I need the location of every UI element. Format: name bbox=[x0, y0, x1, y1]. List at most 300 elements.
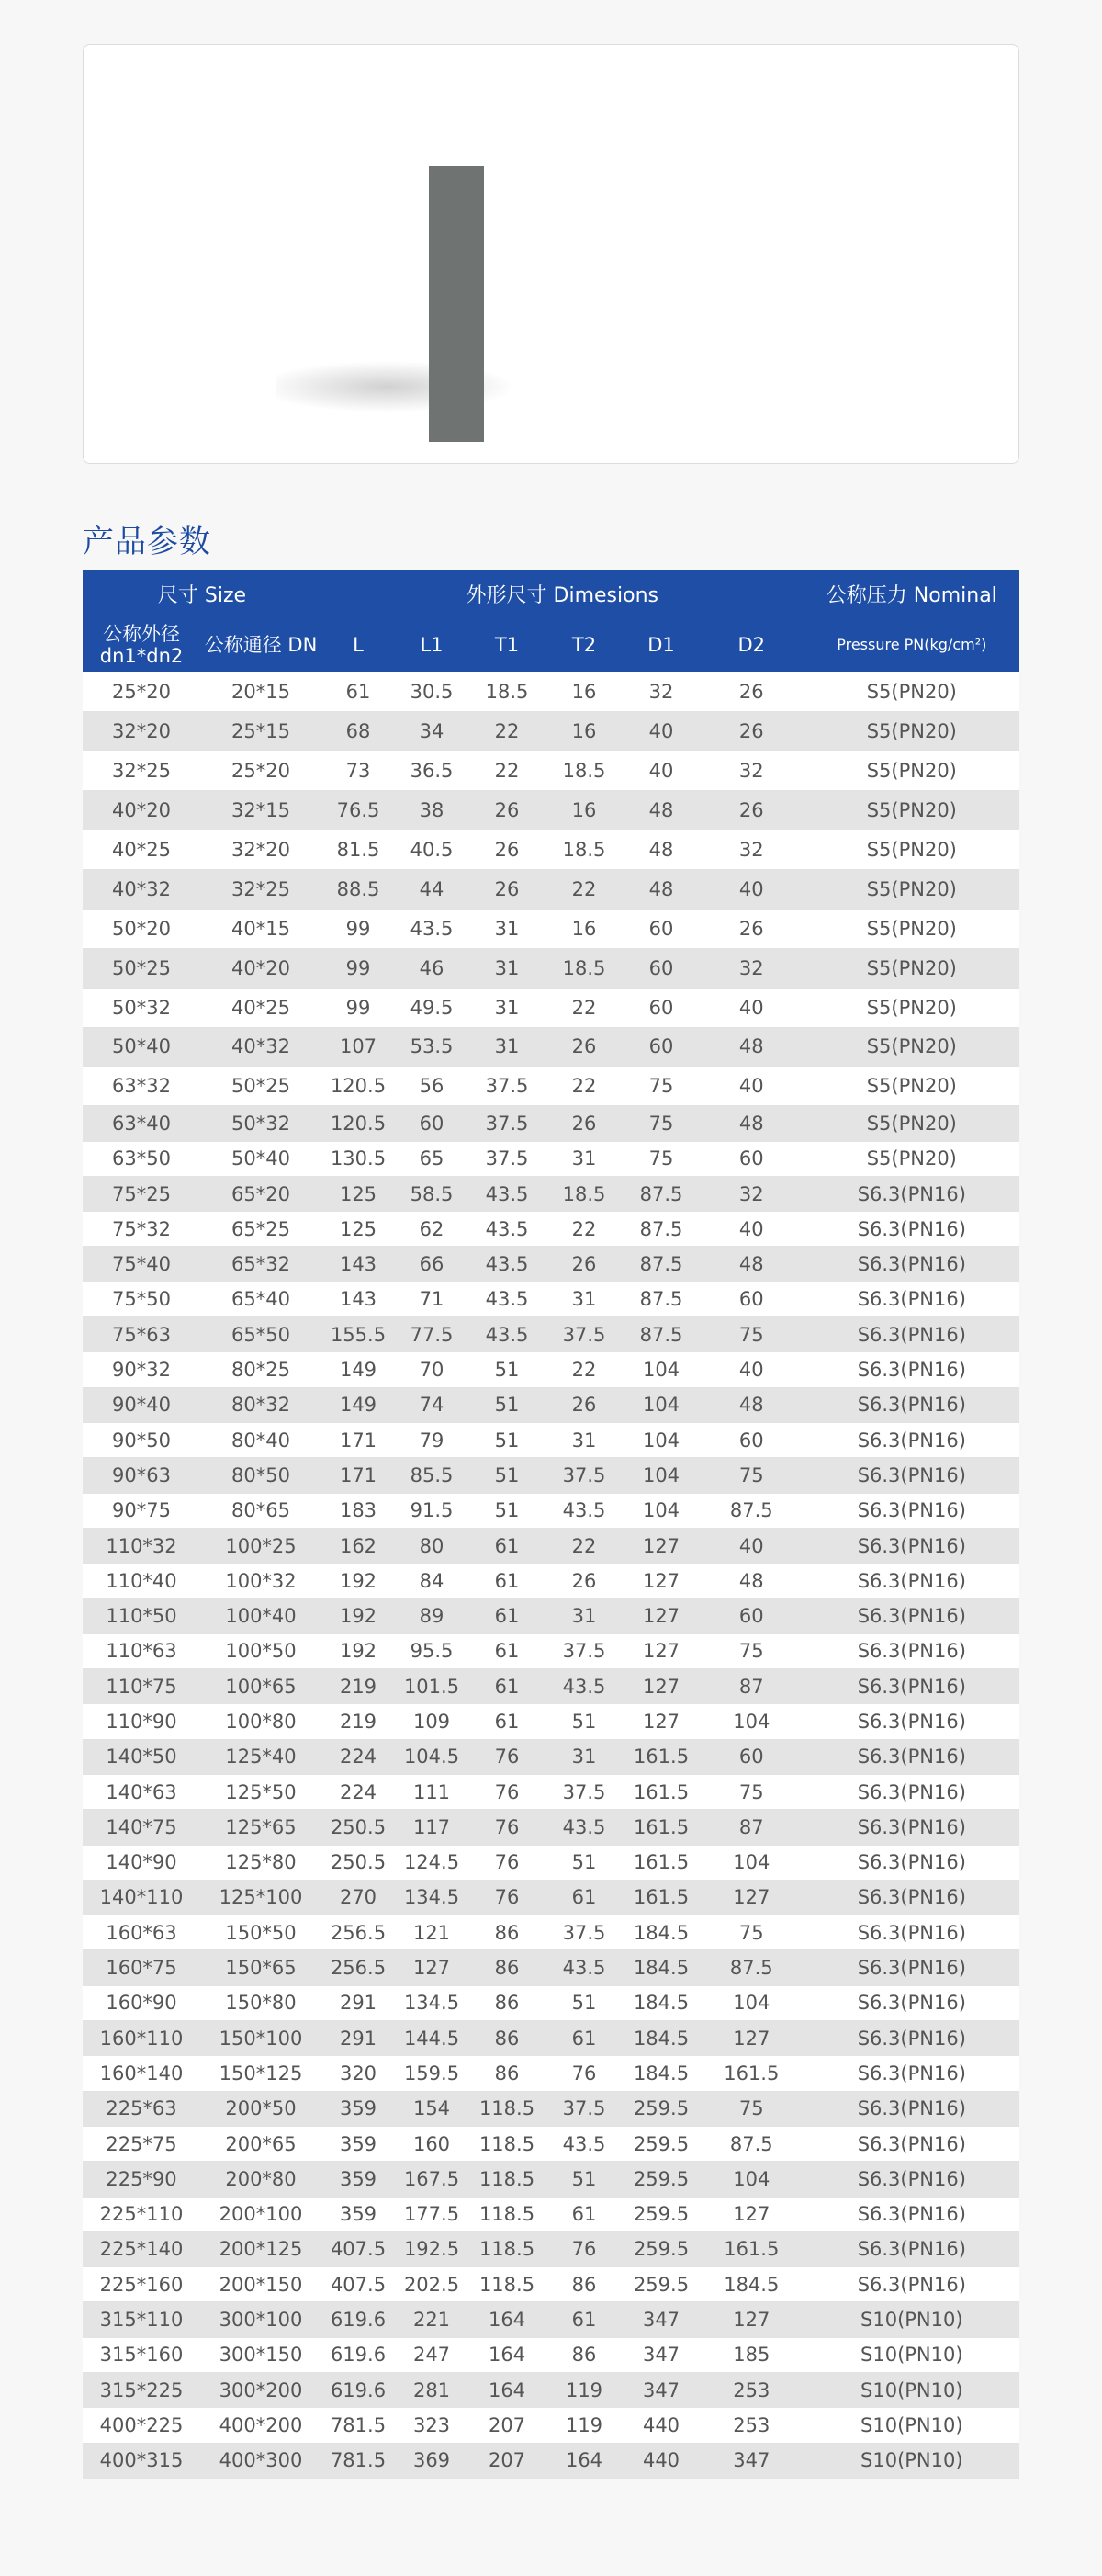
table-row bbox=[83, 1845, 1019, 1880]
d2-cell: 75 bbox=[700, 1458, 804, 1493]
t1-cell: 76 bbox=[468, 1845, 545, 1880]
d2-cell: 87 bbox=[700, 1810, 804, 1845]
d2-cell: 48 bbox=[700, 1027, 804, 1067]
l1-cell: 53.5 bbox=[395, 1027, 468, 1067]
l1-cell: 71 bbox=[395, 1282, 468, 1316]
t2-cell: 61 bbox=[545, 2302, 623, 2337]
outer-diameter-cell: 140*90 bbox=[83, 1845, 200, 1880]
table-row bbox=[83, 1212, 1019, 1247]
table-row bbox=[83, 1915, 1019, 1950]
nominal-bore-cell: 40*25 bbox=[200, 988, 321, 1027]
d2-cell: 32 bbox=[700, 751, 804, 791]
t2-cell: 86 bbox=[545, 2267, 623, 2302]
pressure-cell: S10(PN10) bbox=[804, 2443, 1019, 2478]
nominal-bore-cell: 200*65 bbox=[200, 2126, 321, 2161]
l-cell: 619.6 bbox=[321, 2302, 395, 2337]
outer-diameter-cell: 140*50 bbox=[83, 1739, 200, 1774]
pressure-cell: S6.3(PN16) bbox=[804, 1247, 1019, 1282]
nominal-bore-cell: 32*15 bbox=[200, 791, 321, 830]
table-row bbox=[83, 1633, 1019, 1668]
t1-cell: 43.5 bbox=[468, 1212, 545, 1247]
pressure-cell: S5(PN20) bbox=[804, 1141, 1019, 1176]
table-row bbox=[83, 2302, 1019, 2337]
table-row bbox=[83, 1458, 1019, 1493]
d2-cell: 60 bbox=[700, 1141, 804, 1176]
t2-cell: 61 bbox=[545, 2197, 623, 2231]
d2-cell: 40 bbox=[700, 1067, 804, 1106]
t1-cell: 164 bbox=[468, 2302, 545, 2337]
product-parameter-table bbox=[83, 570, 1019, 2479]
table-row bbox=[83, 2267, 1019, 2302]
pressure-cell: S5(PN20) bbox=[804, 1027, 1019, 1067]
l-cell: 224 bbox=[321, 1739, 395, 1774]
t1-cell: 31 bbox=[468, 948, 545, 988]
d2-cell: 127 bbox=[700, 2302, 804, 2337]
t1-cell: 51 bbox=[468, 1352, 545, 1387]
nominal-bore-cell: 50*32 bbox=[200, 1106, 321, 1141]
d1-cell: 259.5 bbox=[623, 2091, 700, 2126]
l1-cell: 109 bbox=[395, 1704, 468, 1739]
t1-cell: 61 bbox=[468, 1669, 545, 1704]
l1-cell: 74 bbox=[395, 1387, 468, 1422]
l-cell: 192 bbox=[321, 1633, 395, 1668]
pressure-cell: S5(PN20) bbox=[804, 909, 1019, 948]
l-cell: 619.6 bbox=[321, 2372, 395, 2407]
t1-cell: 86 bbox=[468, 1915, 545, 1950]
l-cell: 270 bbox=[321, 1880, 395, 1915]
table-row bbox=[83, 1027, 1019, 1067]
d2-cell: 184.5 bbox=[700, 2267, 804, 2302]
l-cell: 120.5 bbox=[321, 1106, 395, 1141]
d1-cell: 87.5 bbox=[623, 1212, 700, 1247]
pressure-cell: S6.3(PN16) bbox=[804, 1669, 1019, 1704]
outer-diameter-cell: 50*20 bbox=[83, 909, 200, 948]
t2-cell: 37.5 bbox=[545, 1317, 623, 1352]
outer-diameter-cell: 90*63 bbox=[83, 1458, 200, 1493]
outer-diameter-cell: 315*225 bbox=[83, 2372, 200, 2407]
d1-cell: 127 bbox=[623, 1669, 700, 1704]
outer-diameter-cell: 110*50 bbox=[83, 1599, 200, 1633]
d1-cell: 161.5 bbox=[623, 1774, 700, 1809]
l-header: L bbox=[321, 617, 395, 672]
nominal-bore-cell: 80*65 bbox=[200, 1493, 321, 1528]
t2-cell: 43.5 bbox=[545, 1810, 623, 1845]
l-cell: 120.5 bbox=[321, 1067, 395, 1106]
nominal-bore-cell: 100*25 bbox=[200, 1528, 321, 1563]
t2-cell: 26 bbox=[545, 1387, 623, 1422]
nominal-bore-cell: 65*20 bbox=[200, 1176, 321, 1211]
outer-diameter-cell: 40*25 bbox=[83, 830, 200, 870]
nominal-bore-cell: 200*150 bbox=[200, 2267, 321, 2302]
l-cell: 125 bbox=[321, 1176, 395, 1211]
t2-cell: 37.5 bbox=[545, 1915, 623, 1950]
l1-cell: 177.5 bbox=[395, 2197, 468, 2231]
t2-cell: 22 bbox=[545, 869, 623, 909]
pressure-cell: S5(PN20) bbox=[804, 751, 1019, 791]
t1-cell: 51 bbox=[468, 1493, 545, 1528]
t1-cell: 207 bbox=[468, 2443, 545, 2478]
l-cell: 320 bbox=[321, 2056, 395, 2091]
t1-cell: 26 bbox=[468, 869, 545, 909]
outer-diameter-cell: 110*90 bbox=[83, 1704, 200, 1739]
nominal-bore-cell: 125*80 bbox=[200, 1845, 321, 1880]
l1-cell: 247 bbox=[395, 2337, 468, 2372]
outer-diameter-cell: 63*32 bbox=[83, 1067, 200, 1106]
l-cell: 359 bbox=[321, 2126, 395, 2161]
t1-cell: 43.5 bbox=[468, 1317, 545, 1352]
d2-cell: 32 bbox=[700, 1176, 804, 1211]
outer-diameter-cell: 75*50 bbox=[83, 1282, 200, 1316]
l1-cell: 134.5 bbox=[395, 1985, 468, 2020]
l-cell: 291 bbox=[321, 1985, 395, 2020]
l-cell: 130.5 bbox=[321, 1141, 395, 1176]
outer-diameter-cell: 40*32 bbox=[83, 869, 200, 909]
d1-cell: 259.5 bbox=[623, 2162, 700, 2197]
t1-cell: 51 bbox=[468, 1422, 545, 1457]
t2-cell: 16 bbox=[545, 791, 623, 830]
pressure-cell: S6.3(PN16) bbox=[804, 1212, 1019, 1247]
l1-cell: 36.5 bbox=[395, 751, 468, 791]
table-row bbox=[83, 2443, 1019, 2478]
outer-diameter-cell: 140*110 bbox=[83, 1880, 200, 1915]
pressure-cell: S10(PN10) bbox=[804, 2302, 1019, 2337]
pressure-cell: S6.3(PN16) bbox=[804, 1950, 1019, 1985]
table-row bbox=[83, 712, 1019, 751]
table-row bbox=[83, 1564, 1019, 1599]
nominal-bore-header: 公称通径 DN bbox=[200, 617, 321, 672]
pressure-cell: S10(PN10) bbox=[804, 2337, 1019, 2372]
nominal-bore-cell: 100*32 bbox=[200, 1564, 321, 1599]
d1-cell: 161.5 bbox=[623, 1739, 700, 1774]
d1-cell: 440 bbox=[623, 2408, 700, 2443]
pressure-cell: S5(PN20) bbox=[804, 791, 1019, 830]
d1-cell: 184.5 bbox=[623, 1985, 700, 2020]
nominal-bore-cell: 50*40 bbox=[200, 1141, 321, 1176]
d1-cell: 127 bbox=[623, 1704, 700, 1739]
t1-cell: 51 bbox=[468, 1458, 545, 1493]
d2-cell: 161.5 bbox=[700, 2056, 804, 2091]
l-cell: 183 bbox=[321, 1493, 395, 1528]
t1-cell: 61 bbox=[468, 1528, 545, 1563]
d1-cell: 104 bbox=[623, 1387, 700, 1422]
l-cell: 250.5 bbox=[321, 1810, 395, 1845]
l-cell: 149 bbox=[321, 1387, 395, 1422]
t1-cell: 61 bbox=[468, 1564, 545, 1599]
nominal-bore-cell: 125*40 bbox=[200, 1739, 321, 1774]
l1-cell: 192.5 bbox=[395, 2231, 468, 2266]
l-cell: 781.5 bbox=[321, 2408, 395, 2443]
t1-cell: 26 bbox=[468, 830, 545, 870]
l1-cell: 124.5 bbox=[395, 1845, 468, 1880]
outer-diameter-cell: 225*110 bbox=[83, 2197, 200, 2231]
t1-cell: 61 bbox=[468, 1704, 545, 1739]
nominal-bore-cell: 150*100 bbox=[200, 2021, 321, 2056]
outer-diameter-cell: 110*75 bbox=[83, 1669, 200, 1704]
t1-cell: 31 bbox=[468, 909, 545, 948]
d2-cell: 40 bbox=[700, 1352, 804, 1387]
t2-cell: 22 bbox=[545, 1528, 623, 1563]
d2-cell: 40 bbox=[700, 988, 804, 1027]
d2-cell: 48 bbox=[700, 1564, 804, 1599]
t1-cell: 164 bbox=[468, 2337, 545, 2372]
product-parameter-table-wrapper bbox=[83, 570, 1019, 2479]
outer-diameter-cell: 75*63 bbox=[83, 1317, 200, 1352]
table-row bbox=[83, 1739, 1019, 1774]
pressure-cell: S6.3(PN16) bbox=[804, 1915, 1019, 1950]
t2-cell: 51 bbox=[545, 1704, 623, 1739]
outer-diameter-cell: 225*63 bbox=[83, 2091, 200, 2126]
d2-cell: 104 bbox=[700, 2162, 804, 2197]
t2-cell: 43.5 bbox=[545, 1950, 623, 1985]
d2-cell: 185 bbox=[700, 2337, 804, 2372]
pvc-reducing-tee-photo bbox=[276, 111, 524, 442]
l-cell: 219 bbox=[321, 1669, 395, 1704]
t2-cell: 31 bbox=[545, 1141, 623, 1176]
d2-cell: 32 bbox=[700, 830, 804, 870]
t1-cell: 22 bbox=[468, 751, 545, 791]
pressure-cell: S5(PN20) bbox=[804, 1106, 1019, 1141]
t2-cell: 22 bbox=[545, 1067, 623, 1106]
d1-cell: 184.5 bbox=[623, 2056, 700, 2091]
table-row bbox=[83, 2231, 1019, 2266]
pressure-cell: S6.3(PN16) bbox=[804, 2197, 1019, 2231]
table-row bbox=[83, 2126, 1019, 2161]
t2-cell: 43.5 bbox=[545, 1669, 623, 1704]
l-cell: 291 bbox=[321, 2021, 395, 2056]
d1-cell: 161.5 bbox=[623, 1845, 700, 1880]
l-cell: 68 bbox=[321, 712, 395, 751]
d1-cell: 60 bbox=[623, 1027, 700, 1067]
d1-cell: 127 bbox=[623, 1633, 700, 1668]
d2-cell: 32 bbox=[700, 948, 804, 988]
d2-cell: 26 bbox=[700, 712, 804, 751]
d2-cell: 48 bbox=[700, 1106, 804, 1141]
l-cell: 162 bbox=[321, 1528, 395, 1563]
d2-cell: 48 bbox=[700, 1247, 804, 1282]
l-cell: 99 bbox=[321, 909, 395, 948]
l1-cell: 46 bbox=[395, 948, 468, 988]
pressure-cell: S5(PN20) bbox=[804, 672, 1019, 712]
d1-cell: 347 bbox=[623, 2302, 700, 2337]
table-row bbox=[83, 830, 1019, 870]
l1-cell: 77.5 bbox=[395, 1317, 468, 1352]
table-row bbox=[83, 1985, 1019, 2020]
l1-cell: 62 bbox=[395, 1212, 468, 1247]
l1-cell: 323 bbox=[395, 2408, 468, 2443]
pressure-cell: S6.3(PN16) bbox=[804, 2126, 1019, 2161]
table-row bbox=[83, 2372, 1019, 2407]
outer-diameter-cell: 110*63 bbox=[83, 1633, 200, 1668]
d2-cell: 127 bbox=[700, 2021, 804, 2056]
outer-diameter-cell: 25*20 bbox=[83, 672, 200, 712]
nominal-bore-cell: 32*25 bbox=[200, 869, 321, 909]
nominal-bore-cell: 100*80 bbox=[200, 1704, 321, 1739]
nominal-bore-cell: 100*50 bbox=[200, 1633, 321, 1668]
outer-diameter-cell: 63*50 bbox=[83, 1141, 200, 1176]
l1-cell: 58.5 bbox=[395, 1176, 468, 1211]
product-image-card bbox=[83, 44, 1019, 464]
pressure-cell: S6.3(PN16) bbox=[804, 1704, 1019, 1739]
l1-cell: 89 bbox=[395, 1599, 468, 1633]
t1-cell: 31 bbox=[468, 988, 545, 1027]
d2-cell: 253 bbox=[700, 2372, 804, 2407]
d1-cell: 161.5 bbox=[623, 1810, 700, 1845]
l-cell: 256.5 bbox=[321, 1915, 395, 1950]
t2-cell: 76 bbox=[545, 2231, 623, 2266]
l-cell: 781.5 bbox=[321, 2443, 395, 2478]
d2-cell: 87.5 bbox=[700, 1950, 804, 1985]
t1-cell: 118.5 bbox=[468, 2197, 545, 2231]
l-cell: 99 bbox=[321, 988, 395, 1027]
table-row bbox=[83, 2162, 1019, 2197]
table-row bbox=[83, 751, 1019, 791]
l-cell: 192 bbox=[321, 1564, 395, 1599]
nominal-bore-cell: 300*100 bbox=[200, 2302, 321, 2337]
l1-cell: 56 bbox=[395, 1067, 468, 1106]
l1-cell: 40.5 bbox=[395, 830, 468, 870]
nominal-bore-cell: 125*100 bbox=[200, 1880, 321, 1915]
l-cell: 192 bbox=[321, 1599, 395, 1633]
d1-cell: 184.5 bbox=[623, 1915, 700, 1950]
nominal-bore-cell: 80*40 bbox=[200, 1422, 321, 1457]
d1-cell: 104 bbox=[623, 1422, 700, 1457]
t1-cell: 86 bbox=[468, 1950, 545, 1985]
t1-cell: 118.5 bbox=[468, 2267, 545, 2302]
pressure-cell: S6.3(PN16) bbox=[804, 1633, 1019, 1668]
outer-diameter-cell: 160*75 bbox=[83, 1950, 200, 1985]
pressure-cell: S6.3(PN16) bbox=[804, 2267, 1019, 2302]
d1-cell: 60 bbox=[623, 948, 700, 988]
nominal-bore-cell: 200*80 bbox=[200, 2162, 321, 2197]
nominal-bore-cell: 65*25 bbox=[200, 1212, 321, 1247]
table-row bbox=[83, 1106, 1019, 1141]
pressure-cell: S6.3(PN16) bbox=[804, 1282, 1019, 1316]
l1-cell: 159.5 bbox=[395, 2056, 468, 2091]
d2-cell: 26 bbox=[700, 672, 804, 712]
table-row bbox=[83, 1493, 1019, 1528]
outer-diameter-cell: 160*63 bbox=[83, 1915, 200, 1950]
table-row bbox=[83, 1141, 1019, 1176]
pressure-cell: S6.3(PN16) bbox=[804, 2091, 1019, 2126]
d1-cell: 60 bbox=[623, 909, 700, 948]
nominal-bore-cell: 80*32 bbox=[200, 1387, 321, 1422]
l-cell: 619.6 bbox=[321, 2337, 395, 2372]
d2-cell: 60 bbox=[700, 1599, 804, 1633]
t2-cell: 164 bbox=[545, 2443, 623, 2478]
d1-cell: 48 bbox=[623, 791, 700, 830]
pressure-cell: S6.3(PN16) bbox=[804, 1528, 1019, 1563]
nominal-bore-cell: 300*150 bbox=[200, 2337, 321, 2372]
l1-cell: 30.5 bbox=[395, 672, 468, 712]
pressure-cell: S6.3(PN16) bbox=[804, 1845, 1019, 1880]
table-row bbox=[83, 2197, 1019, 2231]
d2-cell: 40 bbox=[700, 869, 804, 909]
d2-cell: 60 bbox=[700, 1282, 804, 1316]
outer-diameter-cell: 225*75 bbox=[83, 2126, 200, 2161]
t1-cell: 37.5 bbox=[468, 1141, 545, 1176]
t2-cell: 31 bbox=[545, 1599, 623, 1633]
t2-header: T2 bbox=[545, 617, 623, 672]
outer-diameter-cell: 75*32 bbox=[83, 1212, 200, 1247]
pressure-group-header: 公称压力 Nominal bbox=[804, 570, 1019, 617]
table-body bbox=[83, 672, 1019, 2478]
t1-cell: 22 bbox=[468, 712, 545, 751]
l1-cell: 43.5 bbox=[395, 909, 468, 948]
l1-cell: 117 bbox=[395, 1810, 468, 1845]
outer-diameter-cell: 32*25 bbox=[83, 751, 200, 791]
l1-cell: 134.5 bbox=[395, 1880, 468, 1915]
l-cell: 171 bbox=[321, 1458, 395, 1493]
d1-cell: 40 bbox=[623, 751, 700, 791]
outer-diameter-cell: 90*50 bbox=[83, 1422, 200, 1457]
nominal-bore-cell: 25*20 bbox=[200, 751, 321, 791]
nominal-bore-cell: 40*20 bbox=[200, 948, 321, 988]
d2-cell: 40 bbox=[700, 1212, 804, 1247]
l1-cell: 84 bbox=[395, 1564, 468, 1599]
pressure-cell: S6.3(PN16) bbox=[804, 1493, 1019, 1528]
d1-cell: 347 bbox=[623, 2337, 700, 2372]
d2-cell: 75 bbox=[700, 1774, 804, 1809]
t2-cell: 37.5 bbox=[545, 1458, 623, 1493]
table-row bbox=[83, 869, 1019, 909]
t1-cell: 43.5 bbox=[468, 1247, 545, 1282]
t1-cell: 43.5 bbox=[468, 1282, 545, 1316]
table-row bbox=[83, 1387, 1019, 1422]
pressure-cell: S6.3(PN16) bbox=[804, 1599, 1019, 1633]
d1-cell: 127 bbox=[623, 1528, 700, 1563]
l1-cell: 101.5 bbox=[395, 1669, 468, 1704]
t1-cell: 164 bbox=[468, 2372, 545, 2407]
t2-cell: 43.5 bbox=[545, 2126, 623, 2161]
outer-diameter-cell: 50*25 bbox=[83, 948, 200, 988]
t2-cell: 37.5 bbox=[545, 1633, 623, 1668]
d1-cell: 75 bbox=[623, 1106, 700, 1141]
table-row bbox=[83, 2337, 1019, 2372]
l1-cell: 127 bbox=[395, 1950, 468, 1985]
d1-cell: 48 bbox=[623, 869, 700, 909]
l1-cell: 60 bbox=[395, 1106, 468, 1141]
t1-cell: 118.5 bbox=[468, 2126, 545, 2161]
nominal-bore-cell: 50*25 bbox=[200, 1067, 321, 1106]
outer-diameter-cell: 32*20 bbox=[83, 712, 200, 751]
d2-cell: 26 bbox=[700, 909, 804, 948]
table-row bbox=[83, 1282, 1019, 1316]
pressure-cell: S6.3(PN16) bbox=[804, 1458, 1019, 1493]
pressure-cell: S6.3(PN16) bbox=[804, 1564, 1019, 1599]
outer-diameter-header: 公称外径 dn1*dn2 bbox=[83, 617, 200, 672]
t2-cell: 22 bbox=[545, 1212, 623, 1247]
l-cell: 143 bbox=[321, 1282, 395, 1316]
table-row bbox=[83, 791, 1019, 830]
nominal-bore-cell: 400*200 bbox=[200, 2408, 321, 2443]
d1-cell: 40 bbox=[623, 712, 700, 751]
outer-diameter-cell: 75*40 bbox=[83, 1247, 200, 1282]
outer-diameter-cell: 90*32 bbox=[83, 1352, 200, 1387]
d1-cell: 87.5 bbox=[623, 1176, 700, 1211]
t1-cell: 37.5 bbox=[468, 1067, 545, 1106]
t2-cell: 26 bbox=[545, 1564, 623, 1599]
l-cell: 155.5 bbox=[321, 1317, 395, 1352]
d2-cell: 40 bbox=[700, 1528, 804, 1563]
t1-cell: 18.5 bbox=[468, 672, 545, 712]
nominal-bore-cell: 200*50 bbox=[200, 2091, 321, 2126]
d2-cell: 127 bbox=[700, 1880, 804, 1915]
d1-cell: 75 bbox=[623, 1141, 700, 1176]
l1-cell: 49.5 bbox=[395, 988, 468, 1027]
nominal-bore-cell: 150*65 bbox=[200, 1950, 321, 1985]
l1-cell: 221 bbox=[395, 2302, 468, 2337]
nominal-bore-cell: 150*125 bbox=[200, 2056, 321, 2091]
